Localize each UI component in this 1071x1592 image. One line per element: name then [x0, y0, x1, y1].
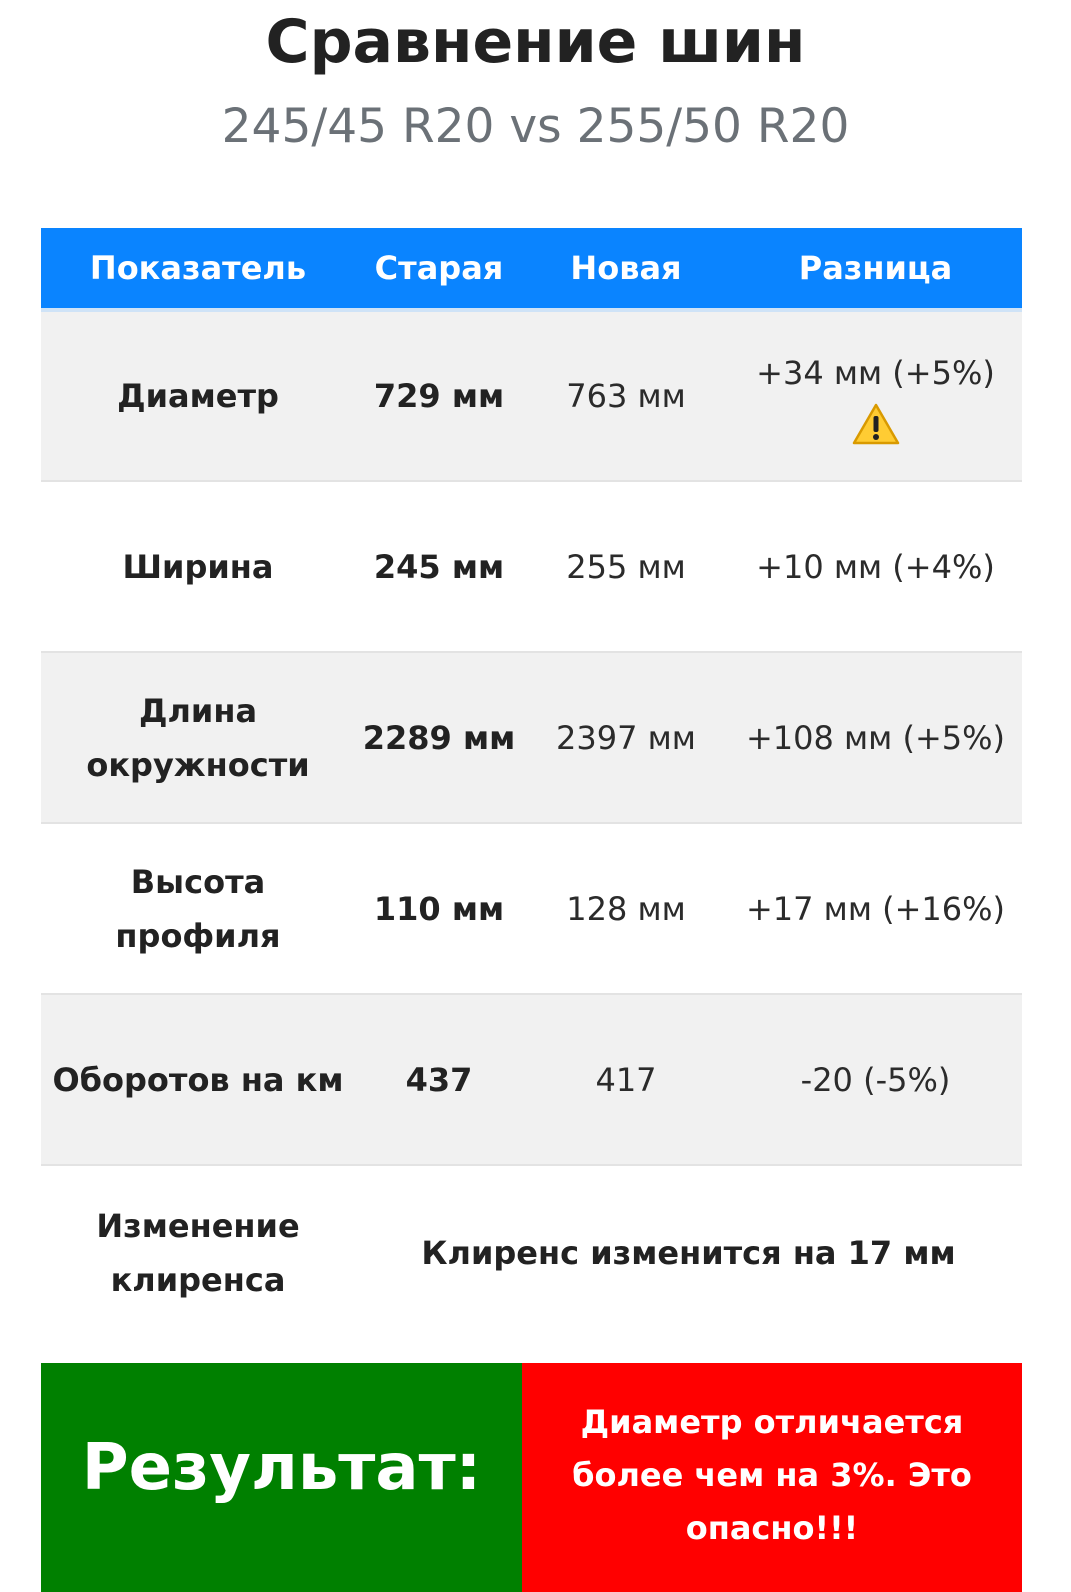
comparison-table: [41, 228, 1022, 1340]
row-new-value: 763 мм: [523, 310, 729, 481]
row-difference-cell: [729, 310, 1022, 481]
row-old-value: 2289 мм: [355, 652, 523, 823]
table-row-clearance: [41, 1165, 1022, 1340]
header-new: Новая: [523, 228, 729, 310]
header-difference: Разница: [729, 228, 1022, 310]
row-old-value: 245 мм: [355, 481, 523, 652]
row-parameter: Оборотов на км: [41, 994, 355, 1165]
row-parameter: Высота профиля: [41, 823, 355, 994]
clearance-label: Изменение клиренса: [41, 1165, 355, 1340]
row-old-value: 437: [355, 994, 523, 1165]
table-row-circumference: [41, 652, 1022, 823]
table-row-width: [41, 481, 1022, 652]
row-new-value: 417: [523, 994, 729, 1165]
header-parameter: Показатель: [41, 228, 355, 310]
header-old: Старая: [355, 228, 523, 310]
tire-sizes-subtitle: 245/45 R20 vs 255/50 R20: [221, 99, 850, 154]
row-difference: +34 мм (+5%): [756, 354, 995, 392]
warning-icon: [852, 402, 900, 446]
table-header-row: [41, 228, 1022, 310]
result-panel: [41, 1363, 1022, 1592]
row-difference: -20 (-5%): [729, 994, 1022, 1165]
table-row-revolutions: [41, 994, 1022, 1165]
row-difference: +17 мм (+16%): [729, 823, 1022, 994]
clearance-value: Клиренс изменится на 17 мм: [355, 1165, 1022, 1340]
row-old-value: 110 мм: [355, 823, 523, 994]
row-new-value: 128 мм: [523, 823, 729, 994]
table-row-profile-height: [41, 823, 1022, 994]
result-label: Результат:: [41, 1363, 522, 1592]
result-warning-message: Диаметр отличается более чем на 3%. Это опасно!!!: [522, 1363, 1022, 1592]
row-new-value: 2397 мм: [523, 652, 729, 823]
row-parameter: Длина окружности: [41, 652, 355, 823]
row-parameter: Ширина: [41, 481, 355, 652]
row-difference: +108 мм (+5%): [729, 652, 1022, 823]
row-parameter: Диаметр: [41, 310, 355, 481]
row-new-value: 255 мм: [523, 481, 729, 652]
table-row-diameter: [41, 310, 1022, 481]
row-difference: +10 мм (+4%): [729, 481, 1022, 652]
row-old-value: 729 мм: [355, 310, 523, 481]
page-title: Сравнение шин: [265, 7, 806, 77]
